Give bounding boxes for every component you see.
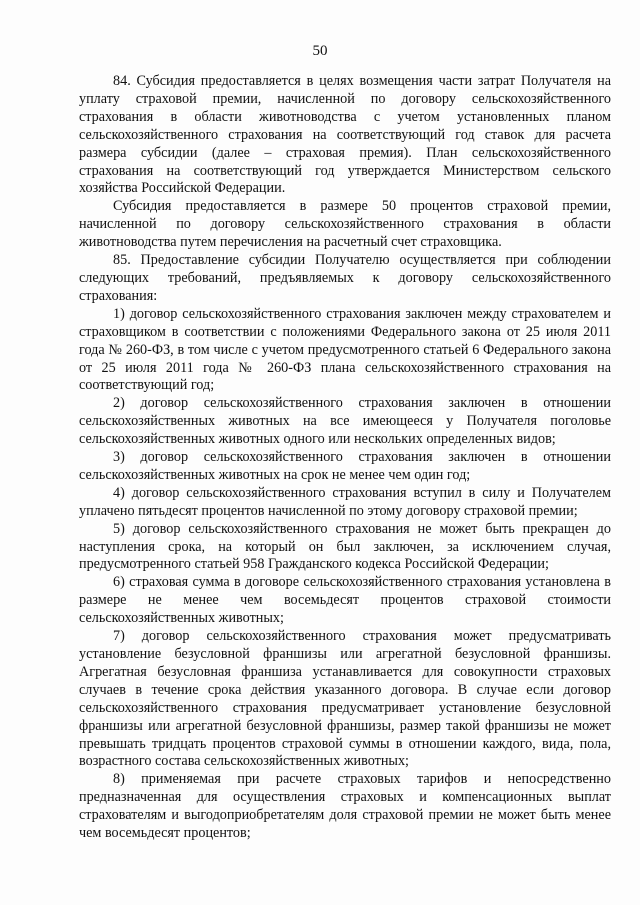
list-item-1: 1) договор сельскохозяйственного страхования заключен между страхователем и страховщиком в соответствии с положениями Федерального закона от 25 июля 2011 года № 260-ФЗ, в том числе с учетом предусмотренного статьей 6 Федерального закона от 25 июля 2011 года № 260-ФЗ плана сельскохозяйственного страхования на соответствующий год; <box>79 305 611 394</box>
list-item-7: 7) договор сельскохозяйственного страхования может предусматривать установление безусловной франшизы или агрегатной безусловной франшизы. Агрегатная безусловная франшиза устанавливается для совокупности страховых случаев в течение срока действия указанного договора. В случае если договор сельскохозяйственного страхования предусматривает установление безусловной франшизы или агрегатной безусловной франшизы, размер такой франшизы не может превышать тридцать процентов страховой суммы в отношении каждого, вида, пола, возрастного состава сельскохозяйственных животных; <box>79 628 611 770</box>
list-item-5: 5) договор сельскохозяйственного страхования не может быть прекращен до наступления срока, на который он был заключен, за исключением случая, предусмотренного статьей 958 Гражданского кодекса Российской Федерации; <box>79 520 611 573</box>
list-item-6: 6) страховая сумма в договоре сельскохозяйственного страхования установлена в размере не менее чем восемьдесят процентов страховой стоимости сельскохозяйственных животных; <box>79 574 611 627</box>
page-number: 50 <box>312 43 328 59</box>
document-body <box>79 73 611 843</box>
list-item-4: 4) договор сельскохозяйственного страхования вступил в силу и Получателем уплачено пятьдесят процентов начисленной по этому договору страховой премии; <box>79 484 611 519</box>
list-item-3: 3) договор сельскохозяйственного страхования заключен в отношении сельскохозяйственных животных на срок не менее чем один год; <box>79 449 611 483</box>
list-item-2: 2) договор сельскохозяйственного страхования заключен в отношении сельскохозяйственных животных на все имеющееся у Получателя поголовье сельскохозяйственных животных одного или нескольких определенных видов; <box>79 395 611 448</box>
paragraph-84: 84. Субсидия предоставляется в целях возмещения части затрат Получателя на уплату страховой премии, начисленной по договору сельскохозяйственного страхования в области животноводства с учетом установленных планом сельскохозяйственного страхования на соответствующий год ставок для расчета размера субсидии (далее – страховая премия). План сельскохозяйственного страхования на соответствующий год утверждается Министерством сельского хозяйства Российской Федерации. <box>79 73 611 197</box>
paragraph-subsidy-amount: Субсидия предоставляется в размере 50 процентов страховой премии, начисленной по договору сельскохозяйственного страхования в области животноводства путем перечисления на расчетный счет страховщика. <box>79 198 611 251</box>
paragraph-85: 85. Предоставление субсидии Получателю осуществляется при соблюдении следующих требований, предъявляемых к договору сельскохозяйственного страхования: <box>79 252 611 304</box>
list-item-8: 8) применяемая при расчете страховых тарифов и непосредственно предназначенная для осуществления страховых и компенсационных выплат страхователям и выгодоприобретателям доля страховой премии не может быть менее чем восемьдесят процентов; <box>79 771 611 842</box>
